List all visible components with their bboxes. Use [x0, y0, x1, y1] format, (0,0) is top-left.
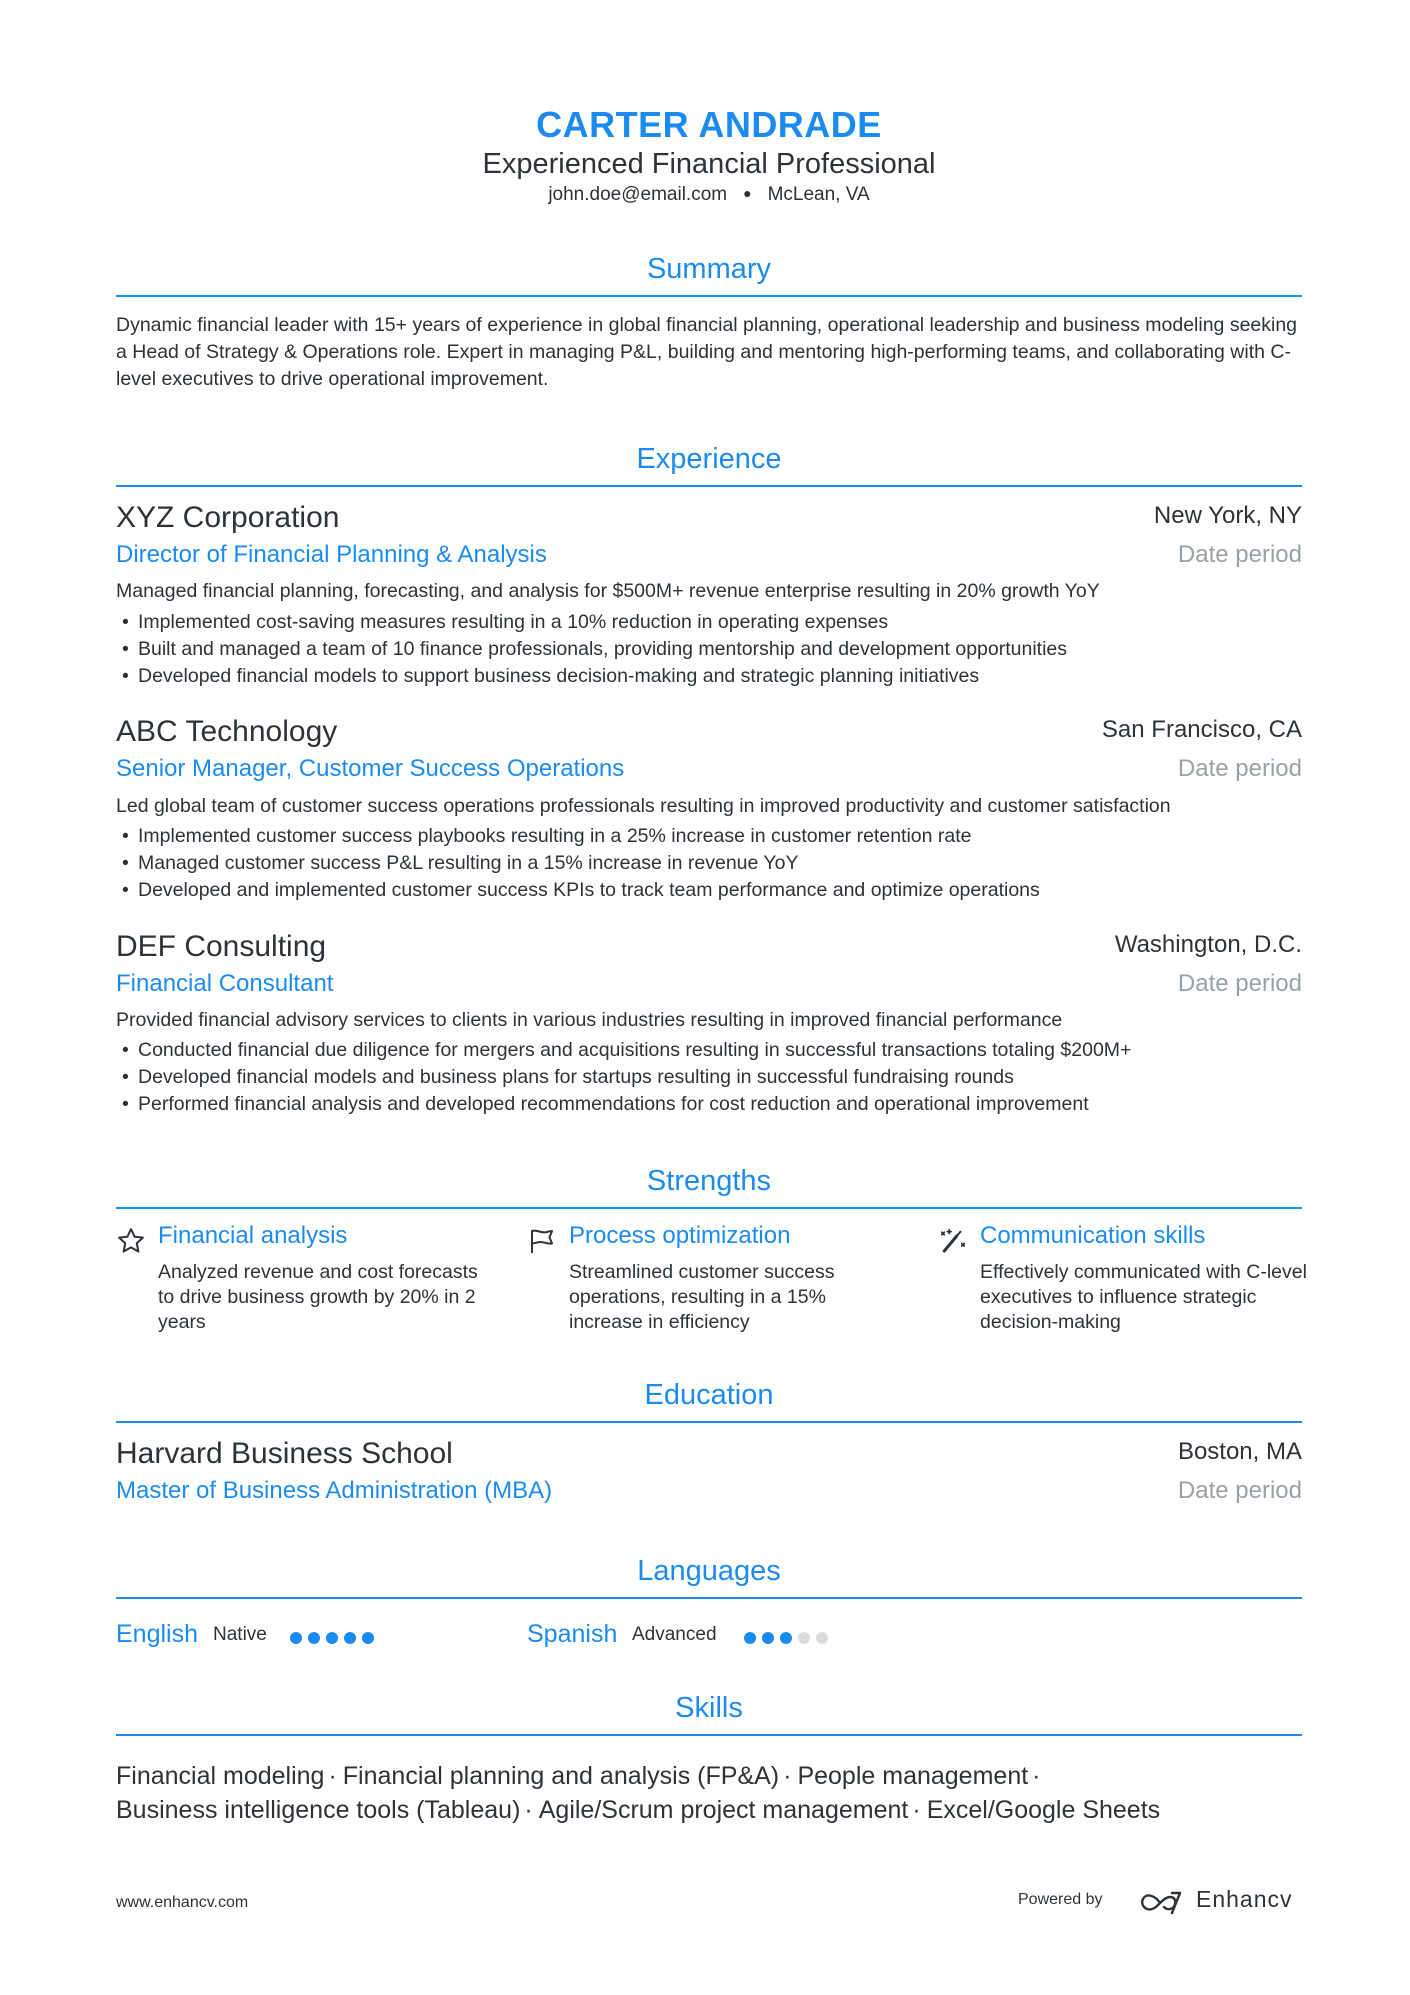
experience-company: DEF Consulting: [116, 930, 327, 963]
summary-heading: Summary: [646, 253, 772, 285]
education-heading: Education: [644, 1379, 774, 1411]
education-degree: Master of Business Administration (MBA): [116, 1477, 553, 1504]
languages-divider: [116, 1597, 1302, 1599]
language-rating: [744, 1631, 834, 1649]
skills-divider: [116, 1734, 1302, 1736]
rating-dot-filled: [780, 1632, 792, 1644]
strength-description: Effectively communicated with C-level executives to influence strategic decision-making: [980, 1261, 1307, 1333]
experience-bullet: • Managed customer success P&L resulting in a 15% increase in revenue YoY: [122, 850, 1040, 877]
skill-item: Financial planning and analysis (FP&A): [342, 1762, 780, 1790]
footer-website-link[interactable]: www.enhancv.com: [116, 1894, 249, 1911]
skill-item: Financial modeling: [116, 1762, 325, 1790]
experience-bullet: • Developed financial models and business plans for startups resulting in successful fundraising rounds: [122, 1064, 1131, 1091]
skill-separator: ·: [912, 1796, 921, 1824]
experience-location: San Francisco, CA: [1101, 716, 1302, 743]
experience-period: Date period: [1177, 755, 1302, 782]
skill-separator: ·: [783, 1762, 792, 1790]
experience-bullet: • Implemented cost-saving measures resulting in a 10% reduction in operating expenses: [122, 609, 1067, 636]
experience-description: Provided financial advisory services to clients in various industries resulting in improved financial performance: [116, 1009, 1063, 1031]
education-location: Boston, MA: [1177, 1438, 1302, 1465]
rating-dot-filled: [762, 1632, 774, 1644]
experience-bullet: • Conducted financial due diligence for mergers and acquisitions resulting in successful transactions totaling $200M+: [122, 1037, 1131, 1064]
star-icon: [116, 1226, 146, 1256]
skill-separator: ·: [328, 1762, 337, 1790]
experience-role: Financial Consultant: [116, 970, 334, 997]
language-rating: [290, 1631, 380, 1649]
language-level: Native: [213, 1624, 267, 1645]
summary-divider: [116, 295, 1302, 297]
magic-wand-icon: [938, 1226, 968, 1256]
rating-dot-empty: [816, 1632, 828, 1644]
strength-description: Analyzed revenue and cost forecasts to drive business growth by 20% in 2 years: [158, 1261, 478, 1333]
skill-item: People management: [797, 1762, 1029, 1790]
experience-bullets: [122, 1037, 1131, 1118]
strengths-heading: Strengths: [646, 1165, 772, 1197]
skill-item: Business intelligence tools (Tableau): [116, 1796, 521, 1824]
language-level: Advanced: [632, 1624, 717, 1645]
footer-brand: Enhancv: [1196, 1886, 1293, 1912]
experience-description: Managed financial planning, forecasting, and analysis for $500M+ revenue enterprise resulting in 20% growth YoY: [116, 580, 1100, 602]
email-link[interactable]: john.doe@email.com: [548, 184, 728, 205]
rating-dot-filled: [744, 1632, 756, 1644]
separator-dot: ●: [743, 185, 752, 201]
experience-bullets: [122, 609, 1067, 690]
experience-company: ABC Technology: [116, 715, 338, 748]
rating-dot-filled: [344, 1632, 356, 1644]
experience-bullet: • Developed financial models to support business decision-making and strategic planning initiatives: [122, 663, 1067, 690]
candidate-name: CARTER ANDRADE: [536, 104, 882, 145]
experience-period: Date period: [1177, 541, 1302, 568]
experience-description: Led global team of customer success operations professionals resulting in improved productivity and customer satisfaction: [116, 795, 1171, 817]
skills-heading: Skills: [675, 1692, 743, 1724]
experience-role: Director of Financial Planning & Analysis: [116, 541, 547, 568]
experience-bullets: [122, 823, 1040, 904]
experience-bullet: • Developed and implemented customer success KPIs to track team performance and optimize operations: [122, 877, 1040, 904]
rating-dot-filled: [326, 1632, 338, 1644]
experience-bullet: • Performed financial analysis and developed recommendations for cost reduction and operational improvement: [122, 1091, 1131, 1118]
language-name: Spanish: [527, 1620, 618, 1648]
strengths-divider: [116, 1207, 1302, 1209]
experience-heading: Experience: [636, 443, 782, 475]
skills-list: [116, 1759, 1302, 1827]
skill-separator: ·: [524, 1796, 533, 1824]
education-divider: [116, 1421, 1302, 1423]
language-name: English: [116, 1620, 198, 1648]
education-period: Date period: [1177, 1477, 1302, 1504]
education-school: Harvard Business School: [116, 1437, 453, 1470]
experience-company: XYZ Corporation: [116, 501, 340, 534]
strength-title: Financial analysis: [158, 1222, 348, 1249]
enhancv-logo-icon: [1138, 1883, 1184, 1923]
footer-powered-by: Powered by: [1018, 1891, 1103, 1908]
experience-divider: [116, 485, 1302, 487]
rating-dot-filled: [290, 1632, 302, 1644]
skill-separator: ·: [1032, 1762, 1041, 1790]
skill-item: Agile/Scrum project management: [538, 1796, 909, 1824]
experience-location: Washington, D.C.: [1114, 931, 1302, 958]
rating-dot-filled: [362, 1632, 374, 1644]
skill-item: Excel/Google Sheets: [926, 1796, 1161, 1824]
languages-heading: Languages: [637, 1555, 781, 1587]
location-text: McLean, VA: [767, 184, 870, 205]
experience-bullet: • Built and managed a team of 10 finance professionals, providing mentorship and development opportunities: [122, 636, 1067, 663]
strength-title: Communication skills: [980, 1222, 1206, 1249]
summary-text: Dynamic financial leader with 15+ years of experience in global financial planning, operational leadership and business modeling seeking a Head of Strategy & Operations role. Expert in managing P&L, building and mentoring high-performing teams, and collaborating with C-level executives to drive operational improvement.: [116, 314, 1298, 390]
experience-role: Senior Manager, Customer Success Operations: [116, 755, 625, 782]
experience-period: Date period: [1177, 970, 1302, 997]
experience-bullet: • Implemented customer success playbooks resulting in a 25% increase in customer retention rate: [122, 823, 1040, 850]
strength-title: Process optimization: [569, 1222, 791, 1249]
candidate-title: Experienced Financial Professional: [482, 148, 936, 180]
strength-description: Streamlined customer success operations, resulting in a 15% increase in efficiency: [569, 1261, 835, 1333]
experience-location: New York, NY: [1153, 502, 1302, 529]
flag-icon: [527, 1226, 557, 1256]
rating-dot-filled: [308, 1632, 320, 1644]
rating-dot-empty: [798, 1632, 810, 1644]
contact-line: [116, 184, 1302, 206]
